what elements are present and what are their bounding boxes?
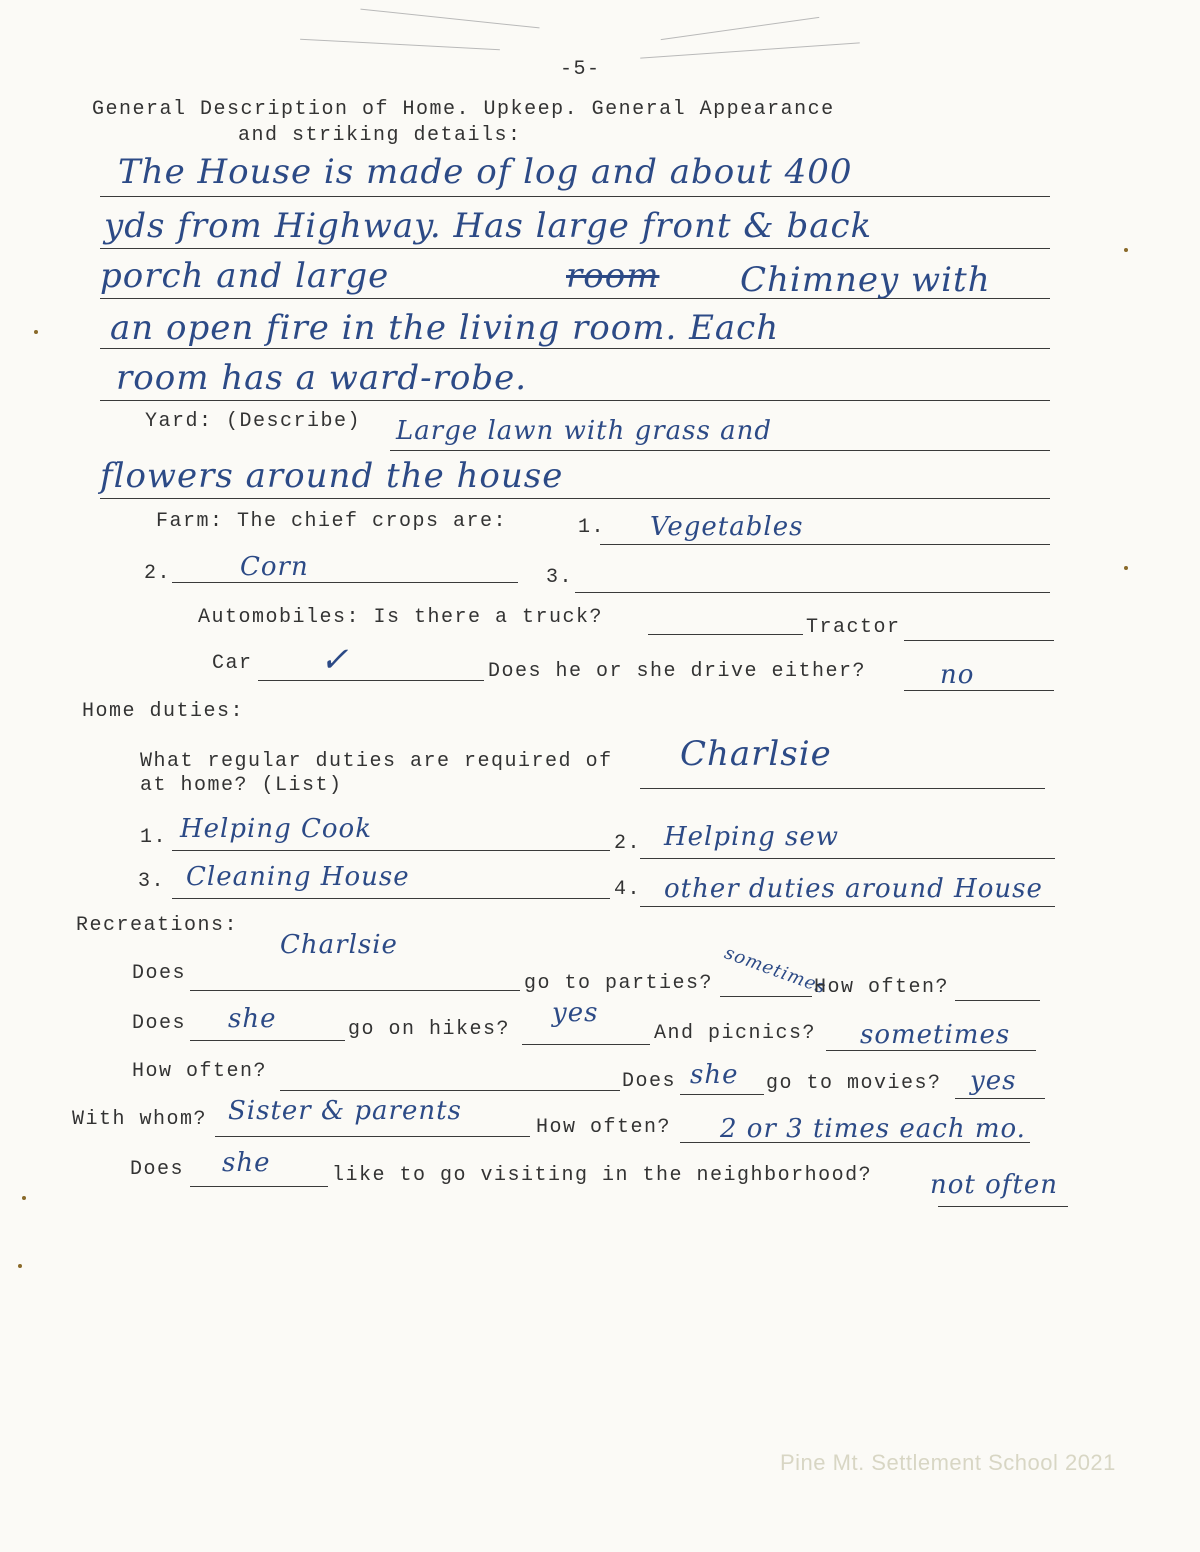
struck-word: room	[566, 256, 660, 296]
answer-rule	[172, 898, 610, 899]
answer-rule	[190, 1186, 328, 1187]
answer-rule	[215, 1136, 530, 1137]
answer-rule	[100, 348, 1050, 349]
how-often-label: How often?	[814, 976, 950, 999]
duty-4: other duties around House	[664, 874, 1043, 904]
visiting-label: like to go visiting in the neighborhood?	[332, 1164, 873, 1187]
answer-rule	[100, 400, 1050, 401]
answer-rule	[600, 544, 1050, 545]
answer-rule	[720, 996, 812, 997]
page-number: -5-	[560, 58, 601, 81]
does-label: Does	[132, 1012, 187, 1035]
movies-subject: she	[690, 1060, 739, 1090]
scan-speck	[1124, 248, 1128, 252]
crop-2: Corn	[240, 552, 309, 582]
answer-rule	[648, 634, 803, 635]
movies-how-often-label: How often?	[536, 1116, 672, 1139]
crop-1: Vegetables	[650, 512, 804, 542]
movies-how-often: 2 or 3 times each mo.	[720, 1114, 1026, 1144]
scan-mark	[360, 9, 539, 29]
answer-rule	[575, 592, 1050, 593]
parties-label: go to parties?	[524, 972, 714, 995]
hikes-label: go on hikes?	[348, 1018, 511, 1041]
hikes-subject: she	[228, 1004, 277, 1034]
car-label: Car	[212, 652, 253, 675]
general-answer-line: yds from Highway. Has large front & back	[104, 206, 873, 246]
answer-rule	[100, 196, 1050, 197]
answer-rule	[955, 1000, 1040, 1001]
duties-question-2: at home? (List)	[140, 774, 343, 797]
movies-does-label: Does	[622, 1070, 677, 1093]
general-answer-line: Chimney with	[740, 260, 991, 300]
movies-answer: yes	[970, 1066, 1017, 1096]
drive-label: Does he or she drive either?	[488, 660, 867, 683]
answer-rule	[100, 248, 1050, 249]
duty-4-number: 4.	[614, 878, 642, 901]
scan-mark	[640, 42, 860, 58]
answer-rule	[955, 1098, 1045, 1099]
answer-rule	[172, 850, 610, 851]
duty-2-number: 2.	[614, 832, 642, 855]
answer-rule	[100, 498, 1050, 499]
answer-rule	[190, 990, 520, 991]
scan-speck	[18, 1264, 22, 1268]
car-answer: ✓	[320, 640, 350, 680]
with-whom-label: With whom?	[72, 1108, 208, 1131]
crop-3-number: 3.	[546, 566, 574, 589]
general-answer-line: porch and large	[100, 256, 390, 296]
yard-answer: Large lawn with grass and	[396, 416, 773, 446]
answer-rule	[190, 1040, 345, 1041]
home-duties-heading: Home duties:	[82, 700, 245, 723]
answer-rule	[640, 906, 1055, 907]
yard-answer-2: flowers around the house	[100, 456, 564, 496]
picnics-answer: sometimes	[860, 1020, 1011, 1050]
general-answer-line: The House is made of log and about 400	[118, 152, 853, 192]
answer-rule	[280, 1090, 620, 1091]
does-label: Does	[130, 1158, 185, 1181]
visiting-answer: not often	[930, 1170, 1058, 1200]
answer-rule	[390, 450, 1050, 451]
answer-rule	[640, 788, 1045, 789]
answer-rule	[640, 858, 1055, 859]
answer-rule	[826, 1050, 1036, 1051]
answer-rule	[680, 1142, 1030, 1143]
scan-speck	[34, 330, 38, 334]
duties-person: Charlsie	[680, 734, 832, 774]
with-whom-answer: Sister & parents	[228, 1096, 462, 1126]
scan-speck	[1124, 566, 1128, 570]
picnics-label: And picnics?	[654, 1022, 817, 1045]
answer-underline	[938, 1206, 1068, 1207]
duty-1: Helping Cook	[180, 814, 372, 844]
how-often-label-2: How often?	[132, 1060, 268, 1083]
drive-answer: no	[940, 660, 975, 690]
parties-answer: sometimes	[721, 942, 830, 999]
automobiles-label: Automobiles: Is there a truck?	[198, 606, 604, 629]
general-answer-line: an open fire in the living room. Each	[110, 308, 780, 348]
visiting-subject: she	[222, 1148, 271, 1178]
general-description-label-2: and striking details:	[238, 124, 522, 147]
scan-speck	[22, 1196, 26, 1200]
yard-label: Yard: (Describe)	[145, 410, 362, 433]
scan-mark	[661, 17, 820, 40]
scan-mark	[300, 39, 500, 50]
hikes-answer: yes	[552, 998, 599, 1028]
movies-label: go to movies?	[766, 1072, 942, 1095]
duties-question: What regular duties are required of	[140, 750, 613, 773]
recreations-heading: Recreations:	[76, 914, 239, 937]
watermark: Pine Mt. Settlement School 2021	[780, 1450, 1116, 1475]
answer-rule	[680, 1094, 764, 1095]
duty-1-number: 1.	[140, 826, 168, 849]
farm-label: Farm: The chief crops are:	[156, 510, 508, 533]
recreation-person: Charlsie	[280, 930, 398, 960]
tractor-label: Tractor	[806, 616, 901, 639]
crop-1-number: 1.	[578, 516, 606, 539]
duty-3-number: 3.	[138, 870, 166, 893]
duty-2: Helping sew	[664, 822, 839, 852]
answer-rule	[904, 640, 1054, 641]
crop-2-number: 2.	[144, 562, 172, 585]
answer-rule	[904, 690, 1054, 691]
duty-3: Cleaning House	[186, 862, 410, 892]
answer-rule	[522, 1044, 650, 1045]
answer-rule	[258, 680, 484, 681]
general-description-label: General Description of Home. Upkeep. General Appearance	[92, 98, 835, 121]
general-answer-line: room has a ward-robe.	[116, 358, 528, 398]
does-label: Does	[132, 962, 187, 985]
answer-rule	[172, 582, 518, 583]
